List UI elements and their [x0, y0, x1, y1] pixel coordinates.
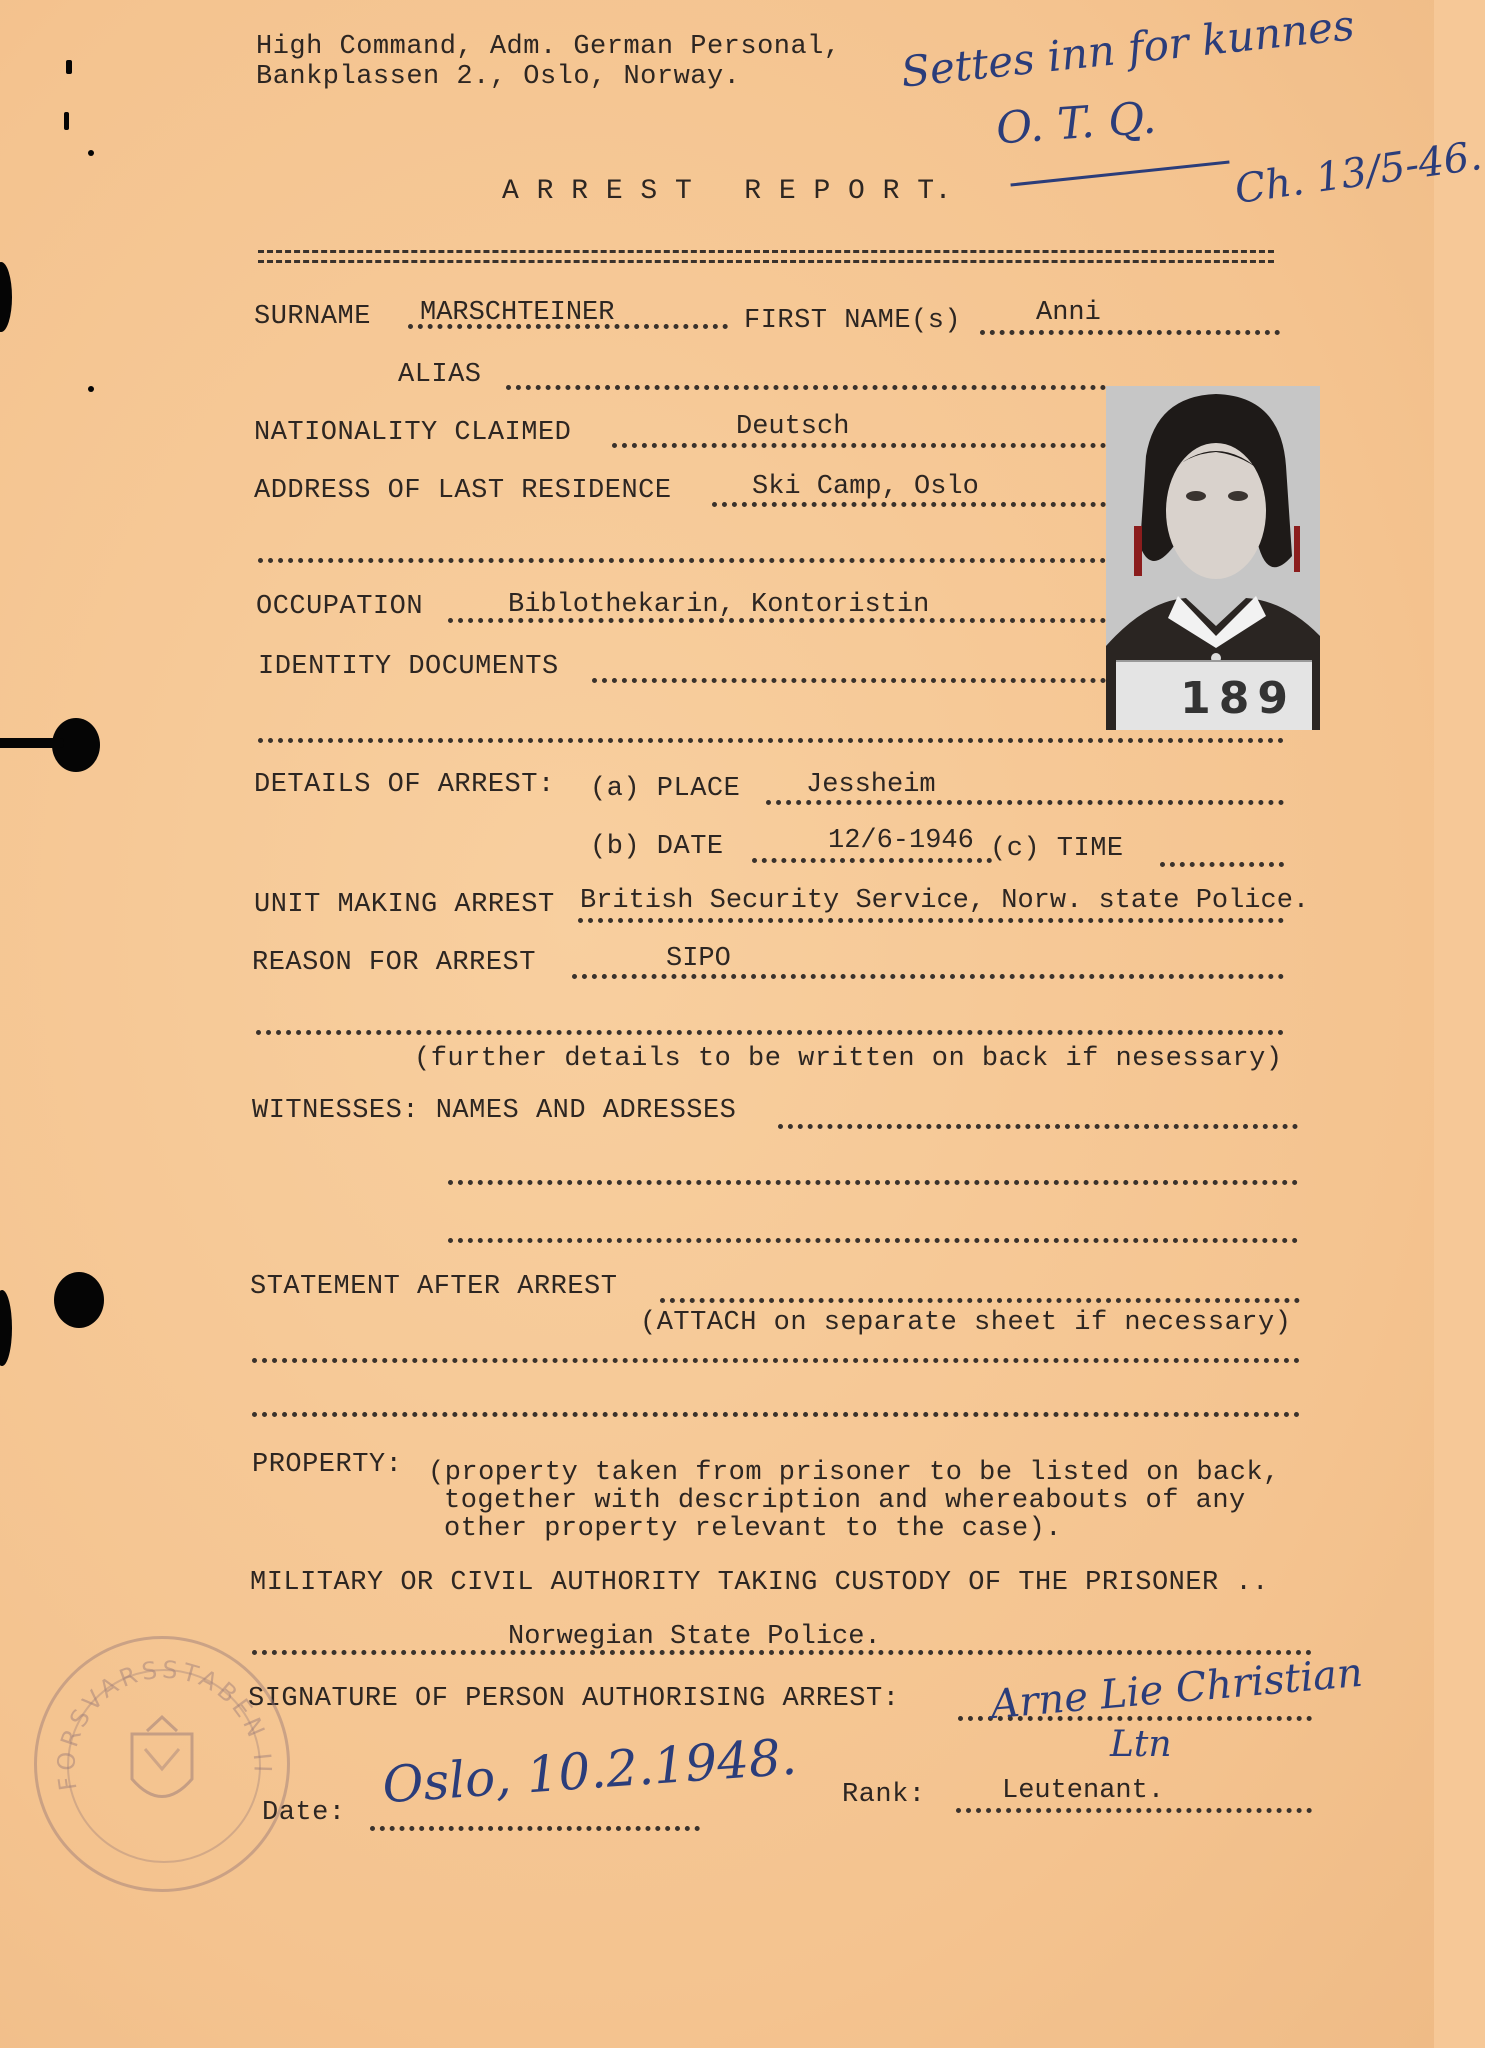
dotted-line — [506, 385, 1106, 390]
place-label: (a) PLACE — [590, 774, 741, 804]
occupation-value: Biblothekarin, Kontoristin — [508, 590, 930, 620]
official-stamp — [34, 1636, 290, 1892]
reason-value: SIPO — [666, 944, 731, 974]
dotted-line — [980, 330, 1280, 335]
ink-blot — [0, 262, 12, 332]
dotted-line — [370, 1826, 700, 1831]
alias-label: ALIAS — [398, 360, 482, 390]
handwritten-initials-date: Ch. 13/5-46. — [1232, 132, 1485, 214]
dotted-line — [592, 678, 1106, 683]
dotted-line — [766, 800, 1284, 805]
header-line-1: High Command, Adm. German Personal, — [256, 32, 841, 62]
ink-blot — [64, 112, 69, 130]
surname-label: SURNAME — [254, 302, 371, 332]
stamp-text: FORSVARSSTABEN II — [51, 1655, 277, 1793]
authorising-signature: Arne Lie Christian — [988, 1649, 1365, 1729]
dotted-line — [448, 1238, 1298, 1243]
dotted-line — [572, 974, 1284, 979]
unit-label: UNIT MAKING ARREST — [254, 890, 555, 920]
occupation-label: OCCUPATION — [256, 592, 424, 622]
property-note-2: together with description and whereabouts of any — [444, 1486, 1246, 1516]
handwritten-date: Oslo, 10.2.1948. — [380, 1727, 799, 1815]
date-label: (b) DATE — [590, 832, 724, 862]
stamp-emblem — [37, 1639, 287, 1889]
first-name-value: Anni — [1036, 298, 1101, 328]
ink-blot — [66, 60, 72, 74]
time-label: (c) TIME — [990, 834, 1124, 864]
separator-line — [258, 260, 1274, 267]
dotted-line — [448, 1180, 1298, 1185]
prisoner-photo — [1106, 386, 1320, 730]
first-name-label: FIRST NAME(s) — [744, 306, 962, 336]
ink-blot — [0, 1290, 12, 1366]
dotted-line — [258, 738, 1284, 743]
address-value: Ski Camp, Oslo — [752, 472, 979, 502]
surname-value: MARSCHTEINER — [420, 298, 615, 328]
ink-blot — [0, 738, 64, 748]
ink-blot — [88, 386, 94, 392]
dotted-line — [252, 1412, 1300, 1417]
property-label: PROPERTY: — [252, 1450, 403, 1480]
dotted-line — [448, 618, 1106, 623]
reason-label: REASON FOR ARREST — [252, 948, 536, 978]
address-label: ADDRESS OF LAST RESIDENCE — [254, 476, 672, 506]
date-footer-label: Date: — [262, 1798, 346, 1828]
report-title: A R R E S T R E P O R T. — [502, 176, 952, 207]
witnesses-label: WITNESSES: NAMES AND ADRESSES — [252, 1096, 737, 1126]
nationality-label: NATIONALITY CLAIMED — [254, 418, 572, 448]
details-label: DETAILS OF ARREST: — [254, 770, 555, 800]
rank-label: Rank: — [842, 1780, 926, 1810]
handwritten-note-2: O. T. Q. — [994, 92, 1158, 155]
attach-note: (ATTACH on separate sheet if necessary) — [640, 1308, 1292, 1338]
authorising-signature-2: Ltn — [1110, 1724, 1172, 1765]
separator-line — [258, 250, 1274, 257]
prisoner-number-tag: 189 — [1116, 660, 1312, 730]
dotted-line — [612, 443, 1106, 448]
handwritten-underline — [1010, 161, 1229, 187]
dotted-line — [778, 1124, 1298, 1129]
handwritten-note: Settes inn for kunnes — [898, 0, 1357, 97]
dotted-line — [578, 918, 1284, 923]
statement-label: STATEMENT AFTER ARREST — [250, 1272, 618, 1302]
property-note-3: other property relevant to the case). — [444, 1514, 1062, 1544]
dotted-line — [956, 1808, 1312, 1813]
dotted-line — [712, 502, 1106, 507]
dotted-line — [258, 558, 1106, 563]
further-details-note: (further details to be written on back if nesessary) — [414, 1044, 1283, 1074]
unit-value: British Security Service, Norw. state Police. — [580, 886, 1310, 916]
header-line-2: Bankplassen 2., Oslo, Norway. — [256, 62, 741, 92]
dotted-line — [660, 1298, 1300, 1303]
authority-value: Norwegian State Police. — [508, 1622, 881, 1652]
rank-value: Leutenant. — [1002, 1776, 1165, 1806]
dotted-line — [408, 324, 728, 329]
ink-blot — [88, 150, 94, 156]
place-value: Jessheim — [806, 770, 936, 800]
nationality-value: Deutsch — [736, 412, 850, 442]
dotted-line — [256, 1030, 1284, 1035]
property-note-1: (property taken from prisoner to be listed on back, — [428, 1458, 1280, 1488]
dotted-line — [752, 858, 992, 863]
dotted-line — [252, 1358, 1300, 1363]
identity-label: IDENTITY DOCUMENTS — [258, 652, 559, 682]
dotted-line — [1160, 862, 1284, 867]
signature-label: SIGNATURE OF PERSON AUTHORISING ARREST: — [248, 1684, 900, 1714]
date-value: 12/6-1946 — [828, 826, 974, 856]
authority-label: MILITARY OR CIVIL AUTHORITY TAKING CUSTODY OF THE PRISONER .. — [250, 1568, 1269, 1598]
dotted-line — [252, 1650, 1312, 1655]
ink-blot — [54, 1272, 104, 1328]
